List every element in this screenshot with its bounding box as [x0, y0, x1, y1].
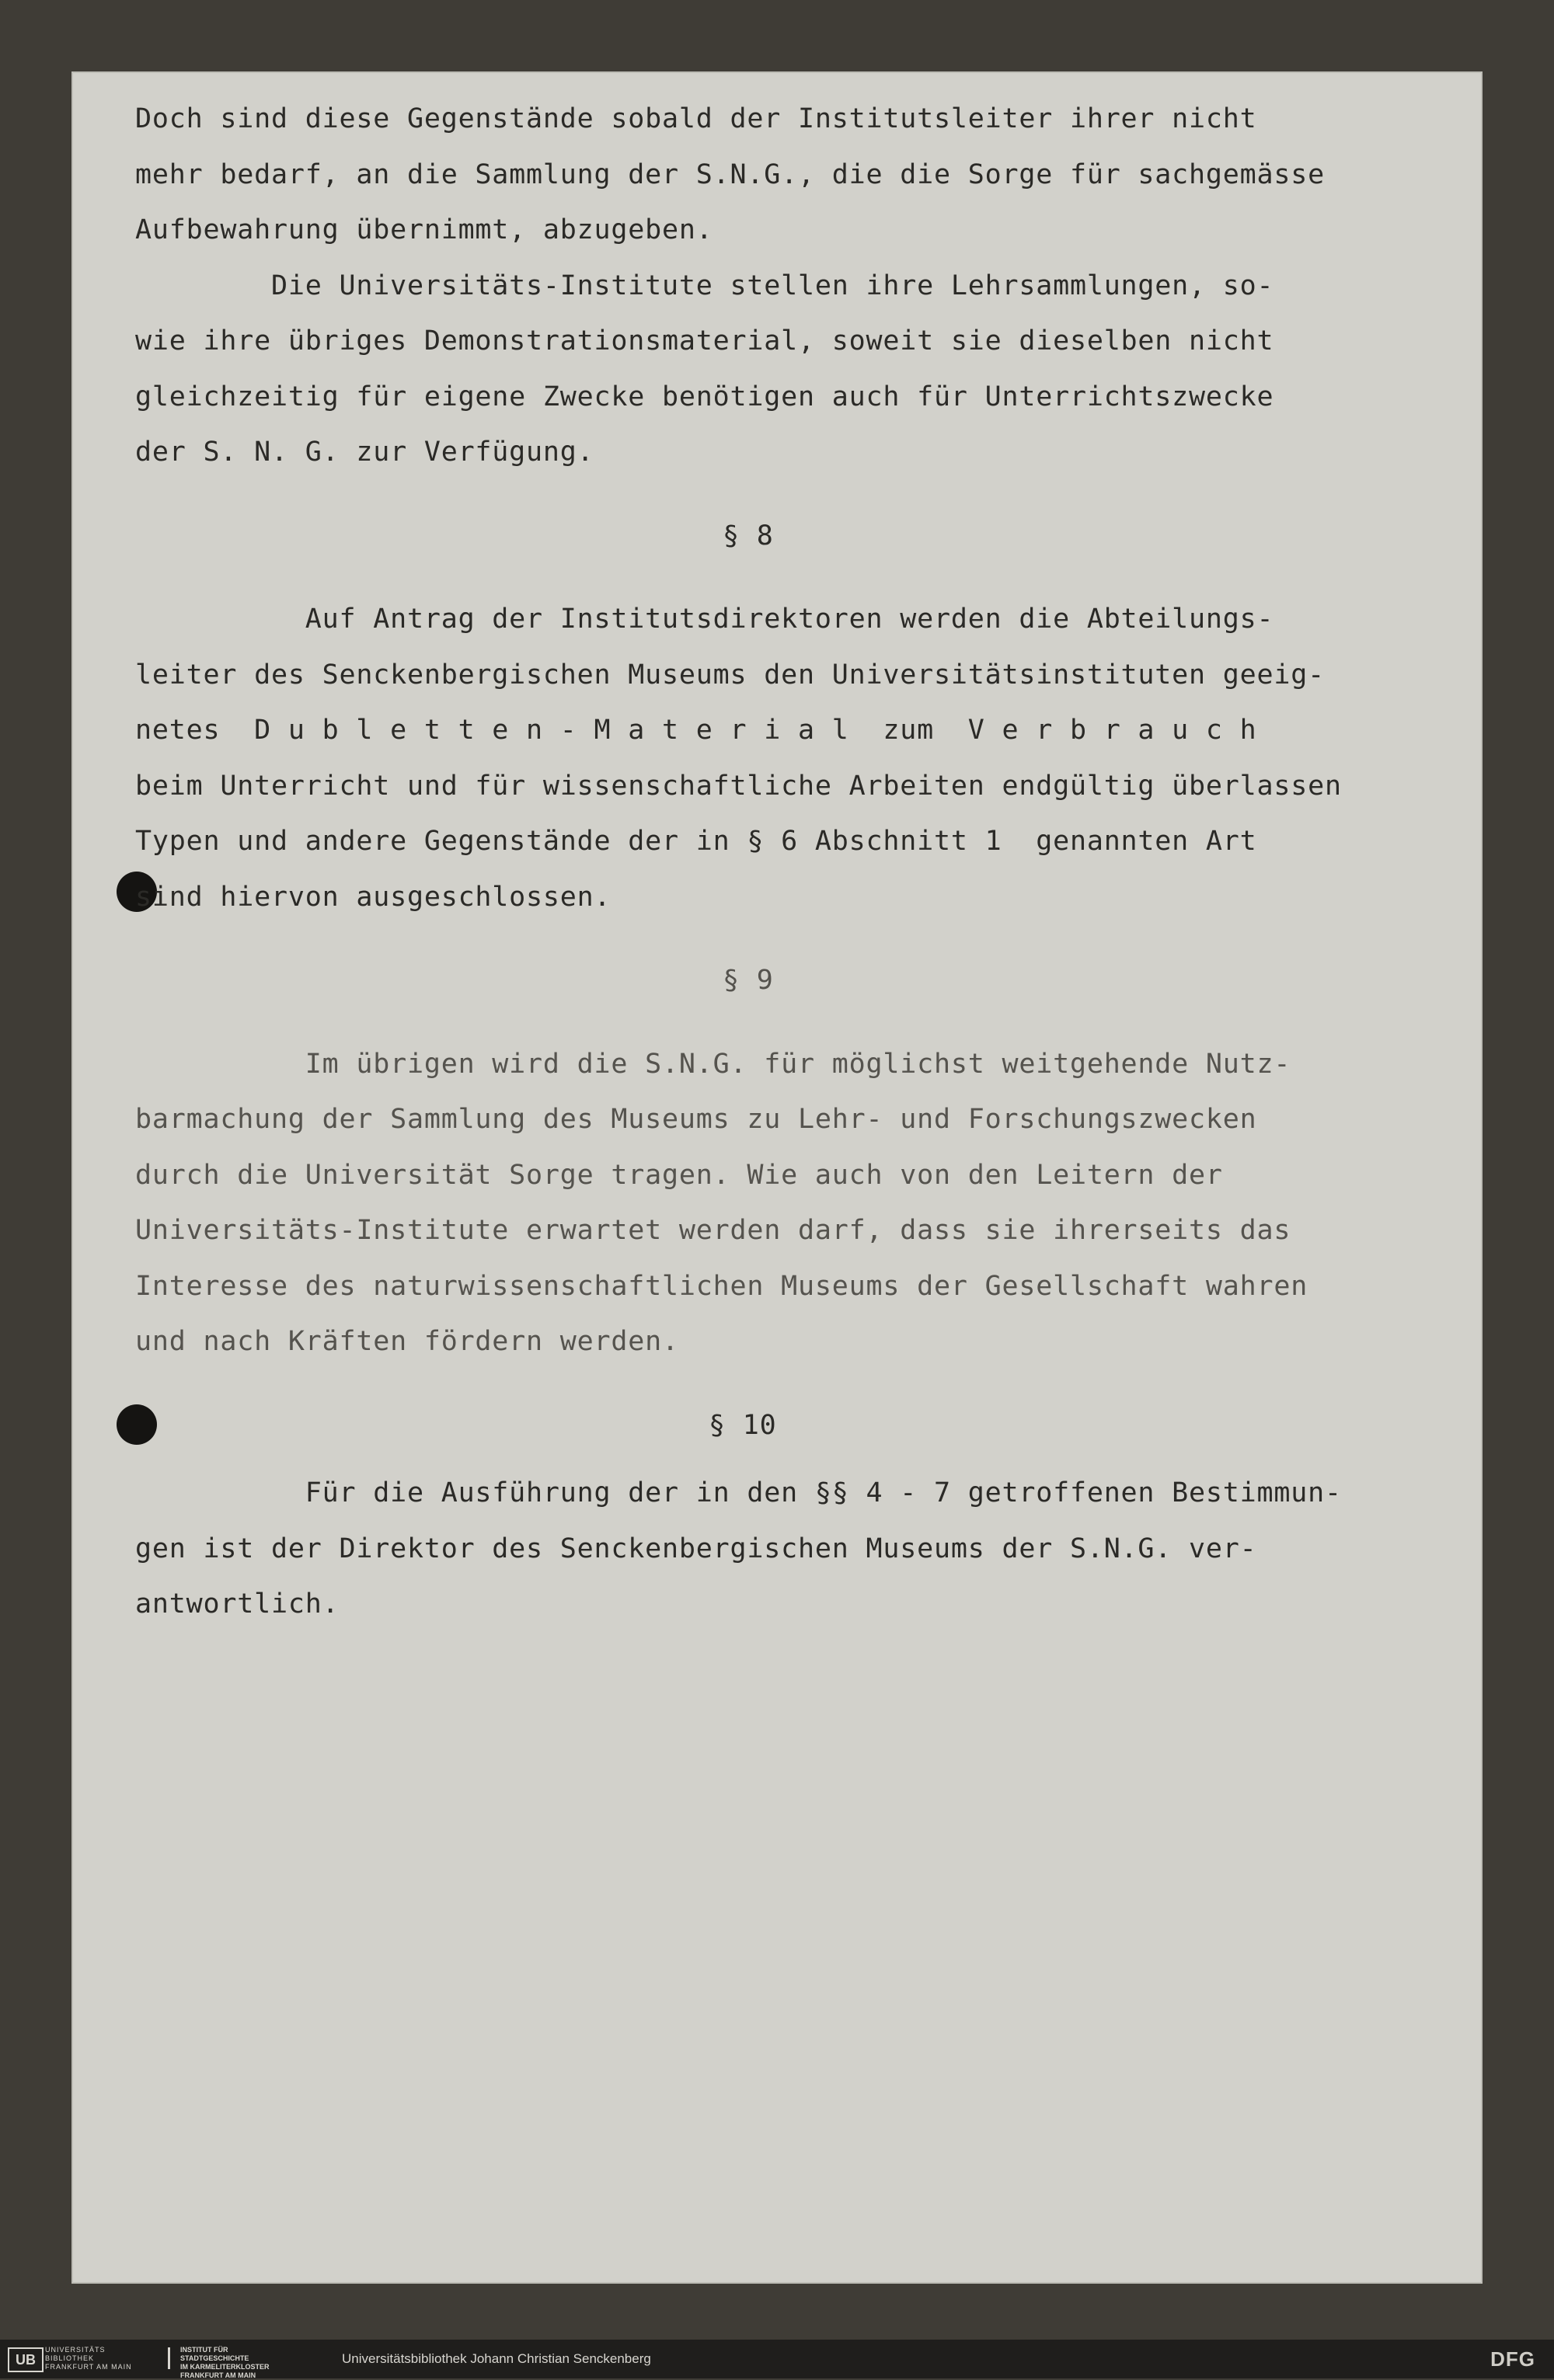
institute-logo-mark — [168, 2347, 178, 2369]
text-line: netes D u b l e t t e n - M a t e r i a l zum V e r b r a u c h — [135, 715, 1257, 746]
viewer-footer — [0, 2340, 1554, 2378]
footer-caption: Universitätsbibliothek Johann Christian Senckenberg — [342, 2351, 651, 2366]
text-line: Im übrigen wird die S.N.G. für möglichst weitgehende Nutz- — [135, 1048, 1291, 1080]
text-line: wie ihre übriges Demonstrationsmaterial, soweit sie dieselben nicht — [135, 325, 1274, 357]
document-body — [135, 92, 1456, 1633]
text-line: Universitäts-Institute erwartet werden darf, dass sie ihrerseits das — [135, 1215, 1291, 1246]
section-heading-10: § 10 — [709, 1409, 777, 1441]
text-line: Für die Ausführung der in den §§ 4 - 7 getroffenen Bestimmun- — [135, 1477, 1342, 1508]
text-line: durch die Universität Sorge tragen. Wie auch von den Leitern der — [135, 1159, 1223, 1191]
text-line: Doch sind diese Gegenstände sobald der Institutsleiter ihrer nicht — [135, 103, 1257, 134]
text-line: Aufbewahrung übernimmt, abzugeben. — [135, 214, 713, 245]
text-line: sind hiervon ausgeschlossen. — [135, 881, 611, 913]
section-heading-9: § 9 — [723, 965, 774, 996]
university-library-logo-text: UNIVERSITÄTS BIBLIOTHEK FRANKFURT AM MAIN — [45, 2346, 132, 2371]
text-line: gleichzeitig für eigene Zwecke benötigen auch für Unterrichtszwecke — [135, 381, 1274, 412]
text-line: der S. N. G. zur Verfügung. — [135, 437, 594, 468]
text-line: Auf Antrag der Institutsdirektoren werden die Abteilungs- — [135, 604, 1274, 635]
section-heading-8: § 8 — [723, 520, 774, 552]
text-line: Interesse des naturwissenschaftlichen Museums der Gesellschaft wahren — [135, 1270, 1308, 1302]
text-line: antwortlich. — [135, 1588, 340, 1620]
text-line: und nach Kräften fördern werden. — [135, 1326, 679, 1357]
text-line: Typen und andere Gegenstände der in § 6 Abschnitt 1 genannten Art — [135, 826, 1257, 857]
text-line: barmachung der Sammlung des Museums zu Lehr- und Forschungszwecken — [135, 1104, 1257, 1135]
dfg-logo: DFG — [1490, 2347, 1535, 2371]
text-line: mehr bedarf, an die Sammlung der S.N.G., die die Sorge für sachgemässe — [135, 158, 1326, 190]
university-library-logo: UB — [8, 2347, 44, 2372]
text-line: beim Unterricht und für wissenschaftliche Arbeiten endgültig überlassen — [135, 770, 1342, 802]
text-line: Die Universitäts-Institute stellen ihre Lehrsammlungen, so- — [135, 270, 1274, 301]
institute-logo-text: INSTITUT FÜR STADTGESCHICHTE IM KARMELITERKLOSTER FRANKFURT AM MAIN — [180, 2346, 270, 2379]
text-line: gen ist der Direktor des Senckenbergischen Museums der S.N.G. ver- — [135, 1533, 1257, 1564]
text-line: leiter des Senckenbergischen Museums den Universitätsinstituten geeig- — [135, 659, 1326, 691]
